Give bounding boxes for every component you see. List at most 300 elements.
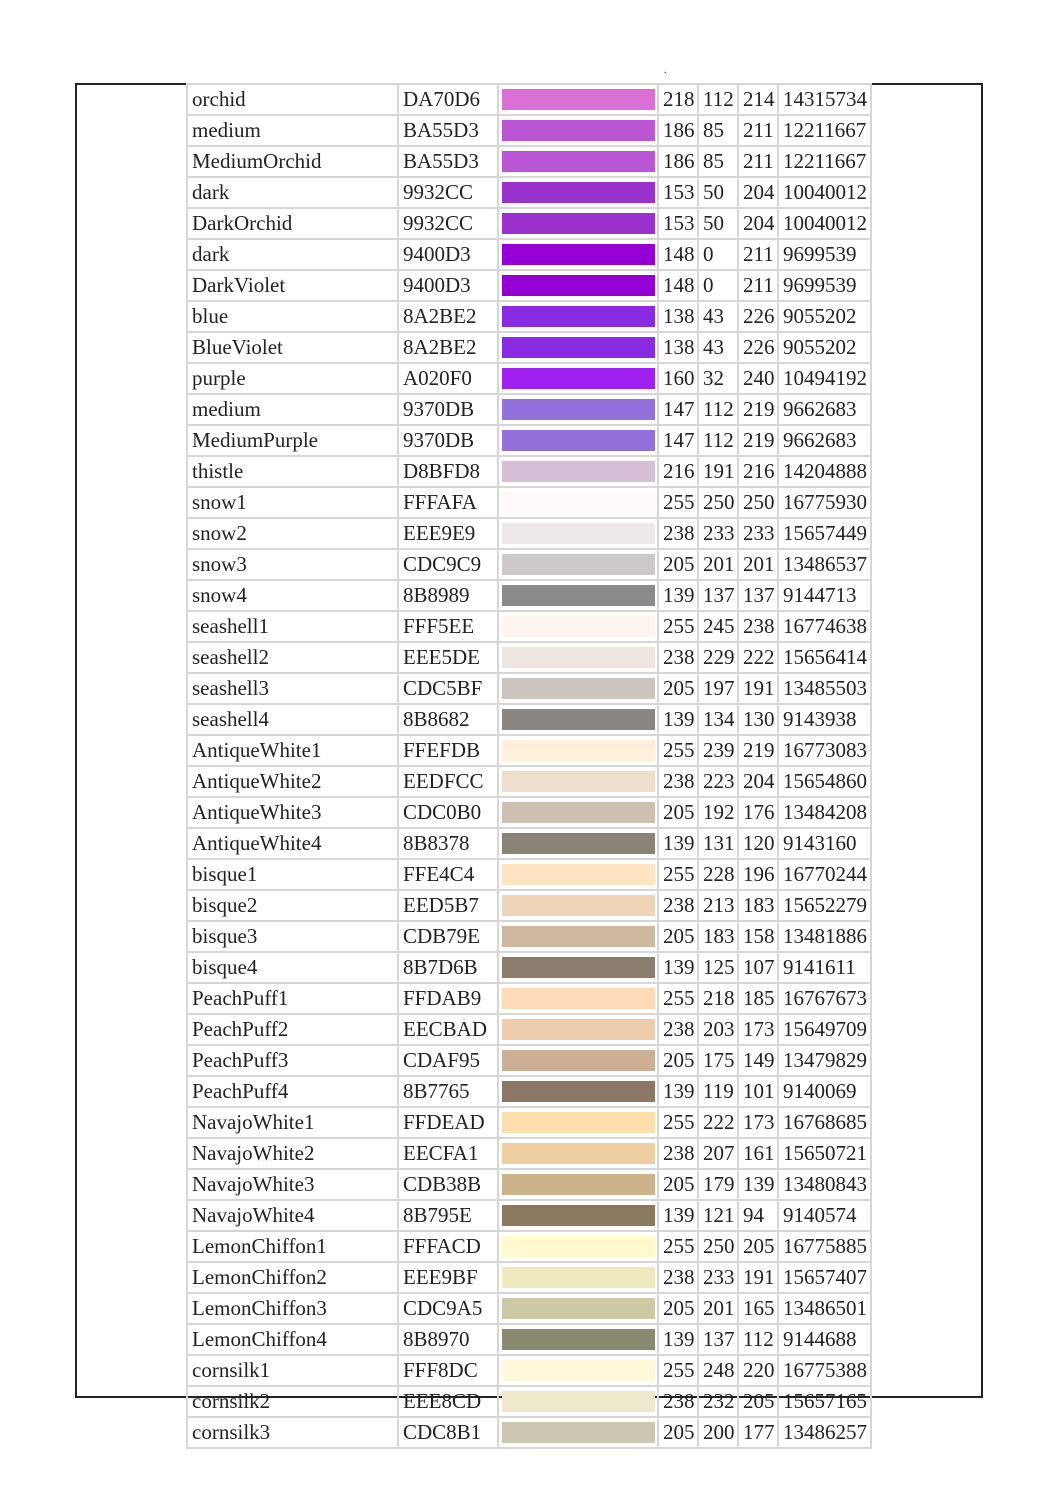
hex-code-cell: CDC0B0 [398,797,498,828]
color-name-cell: MediumPurple [187,425,398,456]
table-row [187,1138,871,1169]
hex-code-cell: 8B795E [398,1200,498,1231]
blue-value-cell: 101 [738,1076,778,1107]
table-row [187,797,871,828]
color-swatch-cell [498,859,658,890]
green-value-cell: 119 [698,1076,738,1107]
hex-code-cell: FFFACD [398,1231,498,1262]
hex-code-cell: CDC5BF [398,673,498,704]
color-swatch-cell [498,828,658,859]
table-row [187,549,871,580]
table-row [187,952,871,983]
decimal-value-cell: 15652279 [778,890,871,921]
red-value-cell: 153 [658,177,698,208]
color-swatch-cell [498,1138,658,1169]
red-value-cell: 255 [658,859,698,890]
table-row [187,859,871,890]
color-name-cell: snow1 [187,487,398,518]
red-value-cell: 139 [658,1076,698,1107]
hex-code-cell: FFFAFA [398,487,498,518]
green-value-cell: 232 [698,1386,738,1417]
green-value-cell: 213 [698,890,738,921]
color-name-cell: BlueViolet [187,332,398,363]
green-value-cell: 112 [698,425,738,456]
hex-code-cell: 9370DB [398,425,498,456]
color-swatch [502,1112,655,1133]
color-name-cell: LemonChiffon3 [187,1293,398,1324]
red-value-cell: 205 [658,1169,698,1200]
red-value-cell: 238 [658,766,698,797]
blue-value-cell: 165 [738,1293,778,1324]
color-name-cell: PeachPuff4 [187,1076,398,1107]
color-name-cell: NavajoWhite3 [187,1169,398,1200]
hex-code-cell: 9370DB [398,394,498,425]
color-swatch [502,554,655,575]
red-value-cell: 138 [658,332,698,363]
red-value-cell: 139 [658,1324,698,1355]
hex-code-cell: FFEFDB [398,735,498,766]
decimal-value-cell: 15657407 [778,1262,871,1293]
color-swatch-cell [498,580,658,611]
color-swatch-cell [498,394,658,425]
color-swatch [502,275,655,296]
decimal-value-cell: 9143938 [778,704,871,735]
color-swatch-cell [498,1355,658,1386]
decimal-value-cell: 9143160 [778,828,871,859]
color-swatch [502,802,655,823]
green-value-cell: 131 [698,828,738,859]
decimal-value-cell: 9699539 [778,270,871,301]
color-swatch-cell [498,1231,658,1262]
color-name-cell: thistle [187,456,398,487]
table-row [187,580,871,611]
color-swatch [502,430,655,451]
red-value-cell: 218 [658,84,698,115]
red-value-cell: 255 [658,983,698,1014]
color-name-cell: dark [187,239,398,270]
hex-code-cell: 8B7D6B [398,952,498,983]
green-value-cell: 223 [698,766,738,797]
decimal-value-cell: 9699539 [778,239,871,270]
table-row [187,1231,871,1262]
green-value-cell: 0 [698,270,738,301]
color-swatch-cell [498,332,658,363]
color-swatch [502,1329,655,1350]
color-name-cell: cornsilk3 [187,1417,398,1448]
blue-value-cell: 158 [738,921,778,952]
decimal-value-cell: 15649709 [778,1014,871,1045]
color-name-cell: PeachPuff2 [187,1014,398,1045]
red-value-cell: 238 [658,890,698,921]
blue-value-cell: 137 [738,580,778,611]
color-swatch-cell [498,611,658,642]
green-value-cell: 50 [698,177,738,208]
decimal-value-cell: 13486537 [778,549,871,580]
color-name-cell: NavajoWhite2 [187,1138,398,1169]
blue-value-cell: 226 [738,332,778,363]
color-name-cell: AntiqueWhite2 [187,766,398,797]
color-name-cell: dark [187,177,398,208]
color-swatch [502,864,655,885]
color-swatch [502,337,655,358]
color-table [186,83,872,1449]
color-swatch [502,120,655,141]
color-swatch-cell [498,1169,658,1200]
color-swatch [502,1174,655,1195]
green-value-cell: 112 [698,394,738,425]
decimal-value-cell: 16770244 [778,859,871,890]
decimal-value-cell: 15656414 [778,642,871,673]
color-name-cell: snow4 [187,580,398,611]
hex-code-cell: EEE5DE [398,642,498,673]
hex-code-cell: EED5B7 [398,890,498,921]
color-swatch [502,461,655,482]
blue-value-cell: 205 [738,1386,778,1417]
table-row [187,270,871,301]
color-name-cell: NavajoWhite4 [187,1200,398,1231]
color-swatch-cell [498,115,658,146]
color-swatch [502,678,655,699]
red-value-cell: 148 [658,270,698,301]
table-row [187,983,871,1014]
color-swatch [502,182,655,203]
decimal-value-cell: 13480843 [778,1169,871,1200]
hex-code-cell: BA55D3 [398,115,498,146]
color-swatch-cell [498,239,658,270]
decimal-value-cell: 9055202 [778,332,871,363]
color-name-cell: LemonChiffon4 [187,1324,398,1355]
green-value-cell: 200 [698,1417,738,1448]
decimal-value-cell: 16767673 [778,983,871,1014]
color-swatch-cell [498,642,658,673]
hex-code-cell: FFF8DC [398,1355,498,1386]
blue-value-cell: 107 [738,952,778,983]
blue-value-cell: 112 [738,1324,778,1355]
decimal-value-cell: 12211667 [778,146,871,177]
blue-value-cell: 161 [738,1138,778,1169]
color-swatch [502,833,655,854]
color-swatch-cell [498,1076,658,1107]
red-value-cell: 255 [658,487,698,518]
green-value-cell: 32 [698,363,738,394]
blue-value-cell: 173 [738,1107,778,1138]
green-value-cell: 229 [698,642,738,673]
green-value-cell: 207 [698,1138,738,1169]
color-name-cell: cornsilk2 [187,1386,398,1417]
decimal-value-cell: 9141611 [778,952,871,983]
table-row [187,394,871,425]
green-value-cell: 191 [698,456,738,487]
color-name-cell: bisque3 [187,921,398,952]
table-row [187,115,871,146]
blue-value-cell: 139 [738,1169,778,1200]
color-swatch-cell [498,1386,658,1417]
hex-code-cell: 9400D3 [398,239,498,270]
green-value-cell: 183 [698,921,738,952]
table-row [187,1076,871,1107]
hex-code-cell: CDC8B1 [398,1417,498,1448]
blue-value-cell: 204 [738,208,778,239]
red-value-cell: 216 [658,456,698,487]
green-value-cell: 245 [698,611,738,642]
green-value-cell: 203 [698,1014,738,1045]
hex-code-cell: CDAF95 [398,1045,498,1076]
blue-value-cell: 185 [738,983,778,1014]
color-swatch-cell [498,456,658,487]
red-value-cell: 205 [658,921,698,952]
decimal-value-cell: 16775388 [778,1355,871,1386]
table-row [187,239,871,270]
red-value-cell: 138 [658,301,698,332]
decimal-value-cell: 16775885 [778,1231,871,1262]
color-name-cell: bisque4 [187,952,398,983]
table-row [187,735,871,766]
decimal-value-cell: 15650721 [778,1138,871,1169]
green-value-cell: 112 [698,84,738,115]
table-row [187,1262,871,1293]
decimal-value-cell: 9140574 [778,1200,871,1231]
decimal-value-cell: 9144688 [778,1324,871,1355]
green-value-cell: 239 [698,735,738,766]
blue-value-cell: 226 [738,301,778,332]
red-value-cell: 186 [658,146,698,177]
green-value-cell: 192 [698,797,738,828]
blue-value-cell: 216 [738,456,778,487]
decimal-value-cell: 13486257 [778,1417,871,1448]
color-swatch [502,244,655,265]
table-row [187,890,871,921]
blue-value-cell: 211 [738,146,778,177]
color-swatch-cell [498,704,658,735]
green-value-cell: 175 [698,1045,738,1076]
table-row [187,704,871,735]
red-value-cell: 255 [658,611,698,642]
red-value-cell: 205 [658,1045,698,1076]
hex-code-cell: 8B7765 [398,1076,498,1107]
color-swatch [502,709,655,730]
hex-code-cell: DA70D6 [398,84,498,115]
blue-value-cell: 233 [738,518,778,549]
red-value-cell: 238 [658,642,698,673]
color-swatch [502,368,655,389]
blue-value-cell: 191 [738,1262,778,1293]
table-row [187,177,871,208]
hex-code-cell: EEE8CD [398,1386,498,1417]
color-swatch-cell [498,1417,658,1448]
blue-value-cell: 219 [738,425,778,456]
color-swatch [502,1391,655,1412]
red-value-cell: 139 [658,828,698,859]
hex-code-cell: CDB79E [398,921,498,952]
blue-value-cell: 250 [738,487,778,518]
color-name-cell: orchid [187,84,398,115]
red-value-cell: 205 [658,1293,698,1324]
color-swatch [502,213,655,234]
red-value-cell: 139 [658,952,698,983]
color-name-cell: blue [187,301,398,332]
red-value-cell: 139 [658,580,698,611]
color-swatch-cell [498,1293,658,1324]
table-row [187,146,871,177]
blue-value-cell: 204 [738,766,778,797]
table-row [187,611,871,642]
color-swatch [502,1236,655,1257]
hex-code-cell: EEE9BF [398,1262,498,1293]
color-name-cell: seashell2 [187,642,398,673]
decimal-value-cell: 16774638 [778,611,871,642]
color-swatch-cell [498,735,658,766]
color-name-cell: DarkViolet [187,270,398,301]
decimal-value-cell: 13479829 [778,1045,871,1076]
color-swatch-cell [498,363,658,394]
green-value-cell: 201 [698,1293,738,1324]
color-swatch-cell [498,425,658,456]
color-swatch [502,89,655,110]
red-value-cell: 238 [658,518,698,549]
decimal-value-cell: 10040012 [778,208,871,239]
red-value-cell: 238 [658,1262,698,1293]
color-name-cell: MediumOrchid [187,146,398,177]
color-name-cell: bisque1 [187,859,398,890]
hex-code-cell: 8B8989 [398,580,498,611]
color-swatch [502,957,655,978]
color-swatch-cell [498,1014,658,1045]
color-swatch [502,1360,655,1381]
table-row [187,1386,871,1417]
color-swatch-cell [498,673,658,704]
color-swatch [502,647,655,668]
color-name-cell: PeachPuff3 [187,1045,398,1076]
table-row [187,332,871,363]
blue-value-cell: 176 [738,797,778,828]
green-value-cell: 248 [698,1355,738,1386]
green-value-cell: 179 [698,1169,738,1200]
green-value-cell: 137 [698,1324,738,1355]
hex-code-cell: 8A2BE2 [398,332,498,363]
blue-value-cell: 240 [738,363,778,394]
blue-value-cell: 120 [738,828,778,859]
hex-code-cell: 8B8682 [398,704,498,735]
red-value-cell: 147 [658,425,698,456]
color-swatch-cell [498,518,658,549]
decimal-value-cell: 9662683 [778,425,871,456]
hex-code-cell: FFE4C4 [398,859,498,890]
color-swatch-cell [498,1107,658,1138]
decimal-value-cell: 13485503 [778,673,871,704]
color-swatch [502,151,655,172]
color-swatch-cell [498,890,658,921]
color-swatch-cell [498,177,658,208]
table-row [187,1355,871,1386]
color-swatch [502,1267,655,1288]
table-row [187,1417,871,1448]
color-swatch-cell [498,84,658,115]
red-value-cell: 255 [658,1107,698,1138]
color-name-cell: LemonChiffon1 [187,1231,398,1262]
blue-value-cell: 214 [738,84,778,115]
red-value-cell: 255 [658,1355,698,1386]
blue-value-cell: 220 [738,1355,778,1386]
color-name-cell: bisque2 [187,890,398,921]
hex-code-cell: 8B8970 [398,1324,498,1355]
green-value-cell: 134 [698,704,738,735]
table-row [187,363,871,394]
blue-value-cell: 219 [738,394,778,425]
decimal-value-cell: 9662683 [778,394,871,425]
color-swatch [502,616,655,637]
color-swatch-cell [498,797,658,828]
decimal-value-cell: 14315734 [778,84,871,115]
color-swatch-cell [498,549,658,580]
red-value-cell: 255 [658,735,698,766]
color-name-cell: seashell4 [187,704,398,735]
red-value-cell: 238 [658,1138,698,1169]
decimal-value-cell: 10494192 [778,363,871,394]
green-value-cell: 43 [698,301,738,332]
hex-code-cell: FFF5EE [398,611,498,642]
table-row [187,208,871,239]
decimal-value-cell: 15657165 [778,1386,871,1417]
blue-value-cell: 238 [738,611,778,642]
blue-value-cell: 201 [738,549,778,580]
color-swatch [502,740,655,761]
red-value-cell: 205 [658,797,698,828]
color-swatch [502,1081,655,1102]
decimal-value-cell: 16775930 [778,487,871,518]
blue-value-cell: 211 [738,115,778,146]
green-value-cell: 222 [698,1107,738,1138]
color-swatch-cell [498,1324,658,1355]
hex-code-cell: EECBAD [398,1014,498,1045]
decimal-value-cell: 14204888 [778,456,871,487]
color-name-cell: DarkOrchid [187,208,398,239]
green-value-cell: 201 [698,549,738,580]
color-swatch-cell [498,270,658,301]
green-value-cell: 50 [698,208,738,239]
hex-code-cell: 9932CC [398,177,498,208]
color-swatch-cell [498,301,658,332]
color-swatch [502,585,655,606]
color-swatch-cell [498,1200,658,1231]
decimal-value-cell: 10040012 [778,177,871,208]
table-row [187,766,871,797]
red-value-cell: 139 [658,704,698,735]
color-name-cell: snow2 [187,518,398,549]
hex-code-cell: BA55D3 [398,146,498,177]
color-swatch [502,306,655,327]
blue-value-cell: 204 [738,177,778,208]
table-row [187,425,871,456]
decimal-value-cell: 13484208 [778,797,871,828]
color-swatch-cell [498,983,658,1014]
table-row [187,642,871,673]
hex-code-cell: FFDAB9 [398,983,498,1014]
green-value-cell: 250 [698,1231,738,1262]
color-name-cell: medium [187,394,398,425]
color-swatch [502,1050,655,1071]
color-name-cell: purple [187,363,398,394]
green-value-cell: 125 [698,952,738,983]
color-swatch [502,1422,655,1443]
blue-value-cell: 191 [738,673,778,704]
red-value-cell: 147 [658,394,698,425]
color-swatch-cell [498,766,658,797]
hex-code-cell: CDC9A5 [398,1293,498,1324]
table-row [187,1200,871,1231]
green-value-cell: 228 [698,859,738,890]
hex-code-cell: 8A2BE2 [398,301,498,332]
table-row [187,1324,871,1355]
